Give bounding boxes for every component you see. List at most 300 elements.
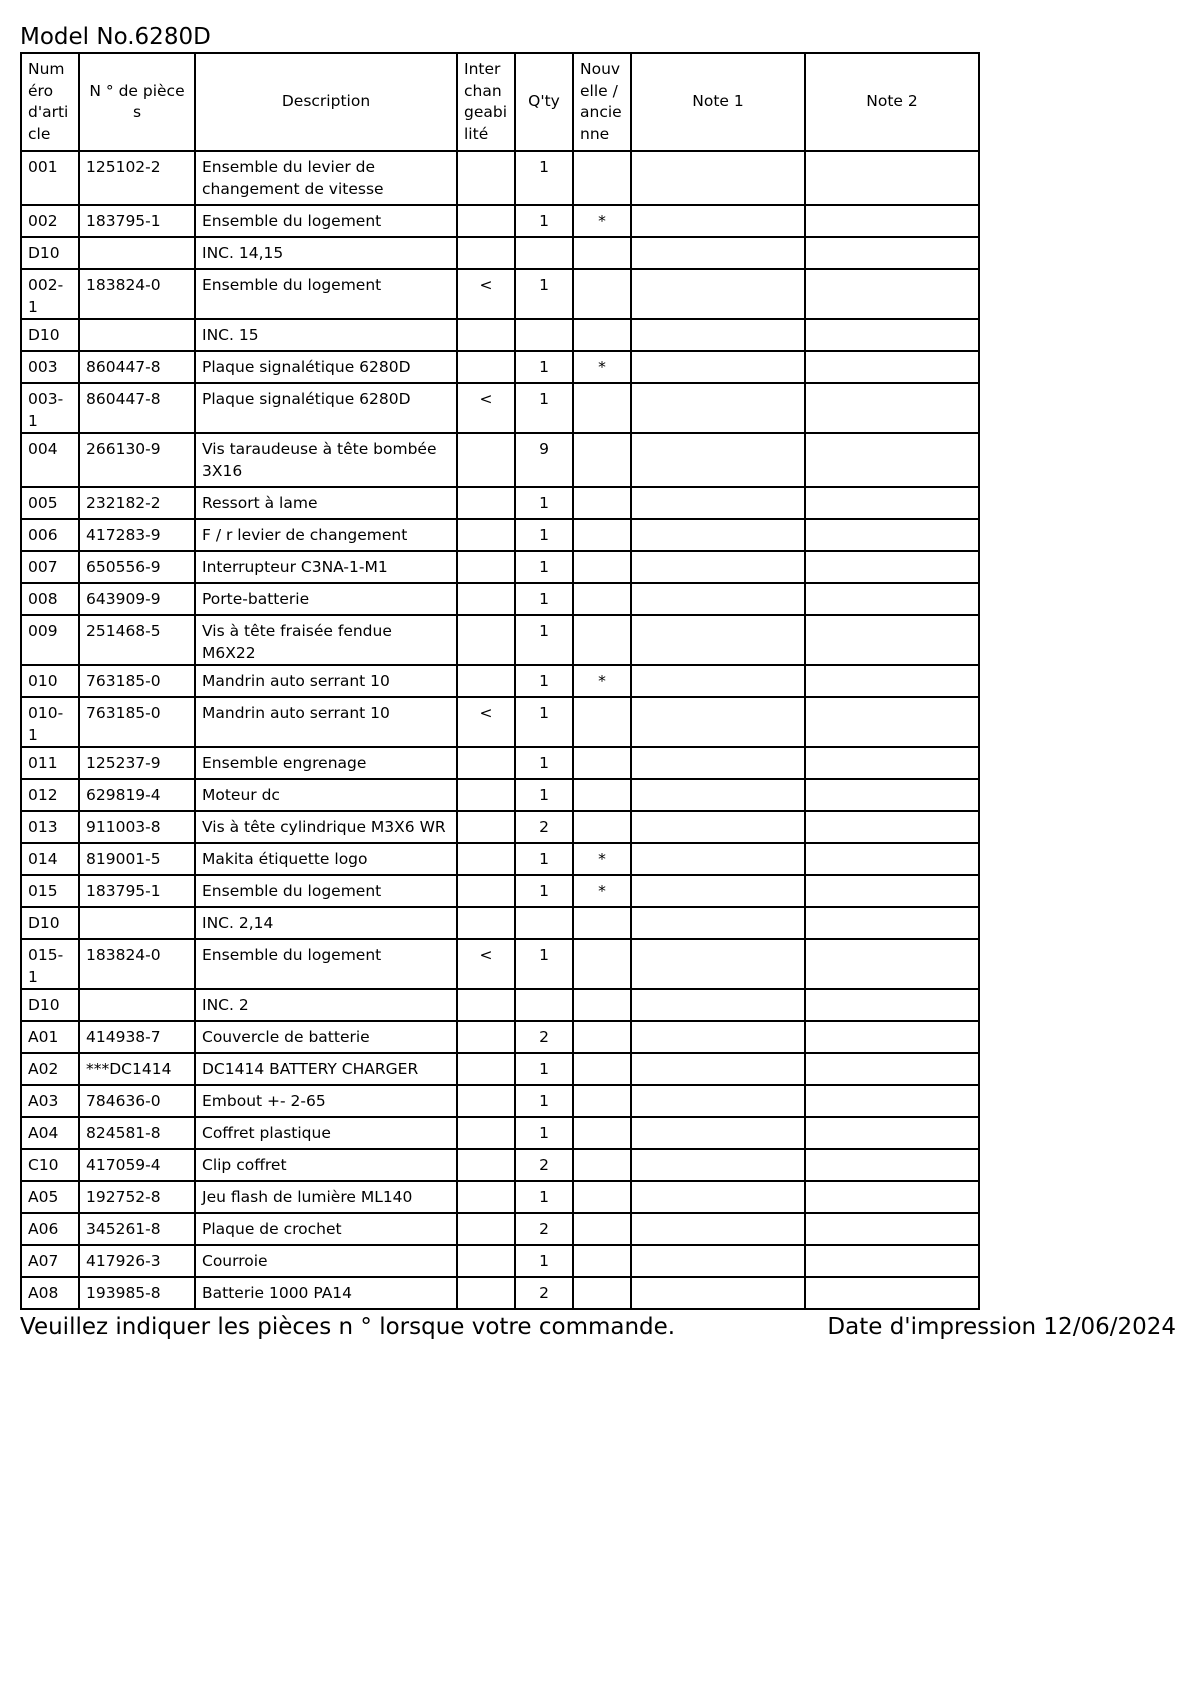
cell-description: Ensemble du logement xyxy=(195,939,457,989)
cell-part-no: 192752-8 xyxy=(79,1181,195,1213)
cell-description: Moteur dc xyxy=(195,779,457,811)
cell-note-1 xyxy=(631,551,805,583)
cell-description: Plaque signalétique 6280D xyxy=(195,383,457,433)
cell-interchangeability xyxy=(457,907,515,939)
table-row xyxy=(21,1149,979,1181)
cell-qty: 1 xyxy=(515,583,573,615)
cell-part-no: 417926-3 xyxy=(79,1245,195,1277)
table-row xyxy=(21,697,979,747)
cell-description: Makita étiquette logo xyxy=(195,843,457,875)
cell-qty: 1 xyxy=(515,1117,573,1149)
table-row xyxy=(21,615,979,665)
cell-note-2 xyxy=(805,1213,979,1245)
cell-interchangeability xyxy=(457,1085,515,1117)
cell-item-no: A02 xyxy=(21,1053,79,1085)
cell-note-2 xyxy=(805,1053,979,1085)
cell-qty: 1 xyxy=(515,487,573,519)
cell-qty: 1 xyxy=(515,1053,573,1085)
header-item-no: Numéro d'article xyxy=(21,53,79,151)
table-row xyxy=(21,583,979,615)
cell-item-no: A01 xyxy=(21,1021,79,1053)
cell-description: Ressort à lame xyxy=(195,487,457,519)
cell-new-old xyxy=(573,939,631,989)
cell-note-2 xyxy=(805,319,979,351)
table-row xyxy=(21,989,979,1021)
cell-note-2 xyxy=(805,843,979,875)
cell-qty: 1 xyxy=(515,665,573,697)
cell-item-no: 015 xyxy=(21,875,79,907)
cell-note-2 xyxy=(805,205,979,237)
cell-new-old xyxy=(573,433,631,487)
cell-part-no: 819001-5 xyxy=(79,843,195,875)
cell-note-2 xyxy=(805,519,979,551)
table-row xyxy=(21,269,979,319)
cell-qty: 1 xyxy=(515,551,573,583)
cell-note-2 xyxy=(805,151,979,205)
cell-note-1 xyxy=(631,615,805,665)
cell-qty: 9 xyxy=(515,433,573,487)
cell-part-no: 911003-8 xyxy=(79,811,195,843)
cell-item-no: A08 xyxy=(21,1277,79,1309)
cell-qty: 1 xyxy=(515,747,573,779)
cell-new-old xyxy=(573,519,631,551)
cell-note-1 xyxy=(631,747,805,779)
cell-description: Plaque signalétique 6280D xyxy=(195,351,457,383)
cell-description: INC. 14,15 xyxy=(195,237,457,269)
cell-item-no: A05 xyxy=(21,1181,79,1213)
cell-qty: 1 xyxy=(515,697,573,747)
cell-new-old xyxy=(573,583,631,615)
cell-part-no: 251468-5 xyxy=(79,615,195,665)
cell-new-old xyxy=(573,551,631,583)
cell-interchangeability xyxy=(457,1181,515,1213)
cell-item-no: 001 xyxy=(21,151,79,205)
cell-description: Courroie xyxy=(195,1245,457,1277)
cell-interchangeability xyxy=(457,487,515,519)
cell-note-1 xyxy=(631,1149,805,1181)
cell-description: Couvercle de batterie xyxy=(195,1021,457,1053)
cell-new-old xyxy=(573,747,631,779)
footer-print-date: Date d'impression 12/06/2024 xyxy=(827,1314,1176,1340)
cell-qty xyxy=(515,907,573,939)
cell-qty: 1 xyxy=(515,205,573,237)
cell-note-1 xyxy=(631,1117,805,1149)
cell-new-old: * xyxy=(573,665,631,697)
table-row xyxy=(21,1085,979,1117)
table-row xyxy=(21,519,979,551)
cell-interchangeability xyxy=(457,811,515,843)
cell-interchangeability xyxy=(457,1277,515,1309)
cell-part-no: 183795-1 xyxy=(79,875,195,907)
cell-interchangeability xyxy=(457,551,515,583)
cell-new-old xyxy=(573,269,631,319)
cell-qty: 2 xyxy=(515,1149,573,1181)
cell-note-2 xyxy=(805,811,979,843)
cell-qty: 1 xyxy=(515,151,573,205)
cell-item-no: 014 xyxy=(21,843,79,875)
cell-qty: 1 xyxy=(515,1085,573,1117)
header-note-2: Note 2 xyxy=(805,53,979,151)
cell-qty: 1 xyxy=(515,351,573,383)
cell-description: Ensemble du logement xyxy=(195,269,457,319)
cell-note-2 xyxy=(805,351,979,383)
cell-note-1 xyxy=(631,811,805,843)
table-row xyxy=(21,665,979,697)
cell-item-no: 010-1 xyxy=(21,697,79,747)
cell-part-no: 414938-7 xyxy=(79,1021,195,1053)
cell-qty: 2 xyxy=(515,811,573,843)
cell-note-2 xyxy=(805,875,979,907)
table-row xyxy=(21,779,979,811)
cell-item-no: 013 xyxy=(21,811,79,843)
cell-item-no: 005 xyxy=(21,487,79,519)
cell-description: Vis taraudeuse à tête bombée 3X16 xyxy=(195,433,457,487)
cell-description: Ensemble engrenage xyxy=(195,747,457,779)
cell-new-old xyxy=(573,1213,631,1245)
cell-note-1 xyxy=(631,939,805,989)
cell-qty: 1 xyxy=(515,939,573,989)
cell-note-1 xyxy=(631,665,805,697)
cell-interchangeability xyxy=(457,519,515,551)
cell-item-no: 002 xyxy=(21,205,79,237)
cell-new-old xyxy=(573,989,631,1021)
cell-note-2 xyxy=(805,487,979,519)
cell-note-1 xyxy=(631,697,805,747)
cell-description: INC. 15 xyxy=(195,319,457,351)
cell-part-no: 193985-8 xyxy=(79,1277,195,1309)
cell-interchangeability xyxy=(457,1149,515,1181)
cell-interchangeability: < xyxy=(457,697,515,747)
cell-item-no: 007 xyxy=(21,551,79,583)
cell-part-no: 824581-8 xyxy=(79,1117,195,1149)
cell-description: Jeu flash de lumière ML140 xyxy=(195,1181,457,1213)
cell-note-2 xyxy=(805,615,979,665)
table-row xyxy=(21,151,979,205)
cell-note-2 xyxy=(805,939,979,989)
table-row xyxy=(21,205,979,237)
cell-interchangeability xyxy=(457,351,515,383)
cell-note-2 xyxy=(805,1181,979,1213)
cell-item-no: 008 xyxy=(21,583,79,615)
cell-interchangeability xyxy=(457,779,515,811)
cell-part-no: 629819-4 xyxy=(79,779,195,811)
cell-qty: 2 xyxy=(515,1277,573,1309)
cell-part-no: 232182-2 xyxy=(79,487,195,519)
cell-item-no: 015-1 xyxy=(21,939,79,989)
table-row xyxy=(21,939,979,989)
cell-new-old xyxy=(573,1277,631,1309)
cell-interchangeability xyxy=(457,1053,515,1085)
cell-interchangeability xyxy=(457,1021,515,1053)
cell-note-2 xyxy=(805,747,979,779)
cell-interchangeability xyxy=(457,433,515,487)
cell-new-old xyxy=(573,1245,631,1277)
table-row xyxy=(21,1277,979,1309)
table-row xyxy=(21,811,979,843)
cell-part-no: 183795-1 xyxy=(79,205,195,237)
cell-note-2 xyxy=(805,989,979,1021)
table-row xyxy=(21,1181,979,1213)
cell-note-2 xyxy=(805,1117,979,1149)
table-row xyxy=(21,319,979,351)
cell-note-1 xyxy=(631,1245,805,1277)
cell-new-old xyxy=(573,1149,631,1181)
cell-qty: 1 xyxy=(515,269,573,319)
cell-note-1 xyxy=(631,433,805,487)
cell-note-1 xyxy=(631,351,805,383)
parts-table xyxy=(20,52,980,1310)
cell-new-old xyxy=(573,697,631,747)
cell-part-no: 266130-9 xyxy=(79,433,195,487)
cell-part-no: 860447-8 xyxy=(79,383,195,433)
cell-description: Mandrin auto serrant 10 xyxy=(195,697,457,747)
cell-part-no: 650556-9 xyxy=(79,551,195,583)
cell-interchangeability xyxy=(457,237,515,269)
cell-qty: 1 xyxy=(515,615,573,665)
table-row xyxy=(21,907,979,939)
cell-note-1 xyxy=(631,907,805,939)
footer-order-note: Veuillez indiquer les pièces n ° lorsque votre commande. xyxy=(20,1314,676,1340)
cell-description: Plaque de crochet xyxy=(195,1213,457,1245)
cell-item-no: A03 xyxy=(21,1085,79,1117)
cell-note-2 xyxy=(805,665,979,697)
cell-interchangeability xyxy=(457,1117,515,1149)
cell-qty: 1 xyxy=(515,843,573,875)
cell-new-old xyxy=(573,1181,631,1213)
table-row xyxy=(21,433,979,487)
cell-description: Mandrin auto serrant 10 xyxy=(195,665,457,697)
cell-new-old xyxy=(573,151,631,205)
cell-item-no: A07 xyxy=(21,1245,79,1277)
cell-note-2 xyxy=(805,1021,979,1053)
cell-description: Interrupteur C3NA-1-M1 xyxy=(195,551,457,583)
cell-item-no: D10 xyxy=(21,319,79,351)
cell-qty: 1 xyxy=(515,383,573,433)
cell-qty: 1 xyxy=(515,875,573,907)
cell-item-no: 012 xyxy=(21,779,79,811)
cell-new-old xyxy=(573,1085,631,1117)
table-row xyxy=(21,1117,979,1149)
cell-interchangeability: < xyxy=(457,269,515,319)
table-row xyxy=(21,383,979,433)
cell-new-old: * xyxy=(573,351,631,383)
table-row xyxy=(21,1245,979,1277)
table-row xyxy=(21,237,979,269)
cell-item-no: 004 xyxy=(21,433,79,487)
table-row xyxy=(21,875,979,907)
cell-part-no xyxy=(79,989,195,1021)
table-row xyxy=(21,351,979,383)
cell-item-no: 010 xyxy=(21,665,79,697)
cell-note-1 xyxy=(631,875,805,907)
cell-part-no: 345261-8 xyxy=(79,1213,195,1245)
cell-new-old xyxy=(573,1021,631,1053)
cell-part-no xyxy=(79,907,195,939)
page-title: Model No.6280D xyxy=(20,24,211,50)
cell-description: Embout +- 2-65 xyxy=(195,1085,457,1117)
cell-description: Ensemble du levier de changement de vitesse xyxy=(195,151,457,205)
cell-interchangeability xyxy=(457,665,515,697)
cell-note-1 xyxy=(631,1213,805,1245)
cell-new-old xyxy=(573,383,631,433)
cell-part-no: 417059-4 xyxy=(79,1149,195,1181)
cell-new-old xyxy=(573,779,631,811)
cell-item-no: D10 xyxy=(21,237,79,269)
cell-new-old xyxy=(573,237,631,269)
cell-part-no: 125102-2 xyxy=(79,151,195,205)
cell-new-old xyxy=(573,319,631,351)
cell-note-1 xyxy=(631,1021,805,1053)
cell-qty: 1 xyxy=(515,1245,573,1277)
table-row xyxy=(21,487,979,519)
cell-note-2 xyxy=(805,383,979,433)
cell-description: DC1414 BATTERY CHARGER xyxy=(195,1053,457,1085)
cell-interchangeability: < xyxy=(457,939,515,989)
cell-qty: 1 xyxy=(515,519,573,551)
cell-note-1 xyxy=(631,519,805,551)
cell-item-no: 002-1 xyxy=(21,269,79,319)
cell-item-no: 009 xyxy=(21,615,79,665)
cell-description: Porte-batterie xyxy=(195,583,457,615)
cell-note-1 xyxy=(631,1053,805,1085)
cell-description: Batterie 1000 PA14 xyxy=(195,1277,457,1309)
cell-description: Vis à tête fraisée fendue M6X22 xyxy=(195,615,457,665)
cell-item-no: A06 xyxy=(21,1213,79,1245)
table-row xyxy=(21,843,979,875)
cell-qty: 1 xyxy=(515,779,573,811)
cell-part-no: ***DC1414 xyxy=(79,1053,195,1085)
cell-note-1 xyxy=(631,151,805,205)
cell-part-no: 417283-9 xyxy=(79,519,195,551)
cell-interchangeability xyxy=(457,875,515,907)
cell-note-1 xyxy=(631,843,805,875)
cell-note-1 xyxy=(631,319,805,351)
cell-note-1 xyxy=(631,269,805,319)
cell-note-2 xyxy=(805,697,979,747)
cell-interchangeability xyxy=(457,1213,515,1245)
cell-qty xyxy=(515,989,573,1021)
header-new-old: Nouvelle / ancienne xyxy=(573,53,631,151)
cell-item-no: 003 xyxy=(21,351,79,383)
cell-new-old xyxy=(573,1053,631,1085)
cell-interchangeability xyxy=(457,989,515,1021)
cell-item-no: 003-1 xyxy=(21,383,79,433)
cell-part-no: 763185-0 xyxy=(79,665,195,697)
cell-note-1 xyxy=(631,779,805,811)
cell-interchangeability: < xyxy=(457,383,515,433)
cell-description: Ensemble du logement xyxy=(195,875,457,907)
cell-item-no: 011 xyxy=(21,747,79,779)
cell-description: Ensemble du logement xyxy=(195,205,457,237)
cell-part-no xyxy=(79,237,195,269)
cell-qty: 2 xyxy=(515,1213,573,1245)
cell-interchangeability xyxy=(457,843,515,875)
cell-note-1 xyxy=(631,487,805,519)
header-description: Description xyxy=(195,53,457,151)
header-qty: Q'ty xyxy=(515,53,573,151)
cell-part-no: 860447-8 xyxy=(79,351,195,383)
cell-note-2 xyxy=(805,1277,979,1309)
cell-interchangeability xyxy=(457,151,515,205)
cell-part-no: 183824-0 xyxy=(79,269,195,319)
header-interchangeability: Interchangeabilité xyxy=(457,53,515,151)
cell-note-2 xyxy=(805,551,979,583)
table-header-row xyxy=(21,53,979,151)
cell-description: Vis à tête cylindrique M3X6 WR xyxy=(195,811,457,843)
cell-new-old xyxy=(573,487,631,519)
cell-note-1 xyxy=(631,205,805,237)
cell-item-no: D10 xyxy=(21,907,79,939)
cell-note-2 xyxy=(805,237,979,269)
cell-new-old: * xyxy=(573,875,631,907)
cell-part-no: 125237-9 xyxy=(79,747,195,779)
cell-qty: 1 xyxy=(515,1181,573,1213)
cell-note-2 xyxy=(805,1245,979,1277)
cell-note-2 xyxy=(805,779,979,811)
cell-new-old: * xyxy=(573,843,631,875)
table-row xyxy=(21,1213,979,1245)
cell-item-no: 006 xyxy=(21,519,79,551)
parts-table-body xyxy=(21,151,979,1309)
cell-part-no: 643909-9 xyxy=(79,583,195,615)
cell-new-old: * xyxy=(573,205,631,237)
table-row xyxy=(21,1053,979,1085)
cell-description: INC. 2 xyxy=(195,989,457,1021)
cell-note-2 xyxy=(805,1149,979,1181)
cell-description: F / r levier de changement xyxy=(195,519,457,551)
cell-note-1 xyxy=(631,989,805,1021)
cell-item-no: A04 xyxy=(21,1117,79,1149)
header-part-no: N ° de pièces xyxy=(79,53,195,151)
cell-interchangeability xyxy=(457,319,515,351)
cell-part-no: 763185-0 xyxy=(79,697,195,747)
table-row xyxy=(21,551,979,583)
table-row xyxy=(21,747,979,779)
cell-part-no xyxy=(79,319,195,351)
cell-new-old xyxy=(573,615,631,665)
cell-part-no: 183824-0 xyxy=(79,939,195,989)
cell-note-1 xyxy=(631,1181,805,1213)
cell-qty xyxy=(515,237,573,269)
cell-note-1 xyxy=(631,237,805,269)
cell-interchangeability xyxy=(457,615,515,665)
cell-new-old xyxy=(573,1117,631,1149)
cell-qty xyxy=(515,319,573,351)
cell-interchangeability xyxy=(457,747,515,779)
cell-note-1 xyxy=(631,1085,805,1117)
cell-qty: 2 xyxy=(515,1021,573,1053)
cell-description: Coffret plastique xyxy=(195,1117,457,1149)
cell-item-no: C10 xyxy=(21,1149,79,1181)
cell-interchangeability xyxy=(457,1245,515,1277)
cell-description: Clip coffret xyxy=(195,1149,457,1181)
cell-note-2 xyxy=(805,433,979,487)
cell-note-1 xyxy=(631,383,805,433)
cell-note-2 xyxy=(805,907,979,939)
cell-note-1 xyxy=(631,583,805,615)
cell-interchangeability xyxy=(457,205,515,237)
cell-part-no: 784636-0 xyxy=(79,1085,195,1117)
cell-description: INC. 2,14 xyxy=(195,907,457,939)
header-note-1: Note 1 xyxy=(631,53,805,151)
cell-note-2 xyxy=(805,1085,979,1117)
cell-interchangeability xyxy=(457,583,515,615)
cell-note-2 xyxy=(805,269,979,319)
table-row xyxy=(21,1021,979,1053)
cell-new-old xyxy=(573,907,631,939)
cell-note-2 xyxy=(805,583,979,615)
cell-new-old xyxy=(573,811,631,843)
